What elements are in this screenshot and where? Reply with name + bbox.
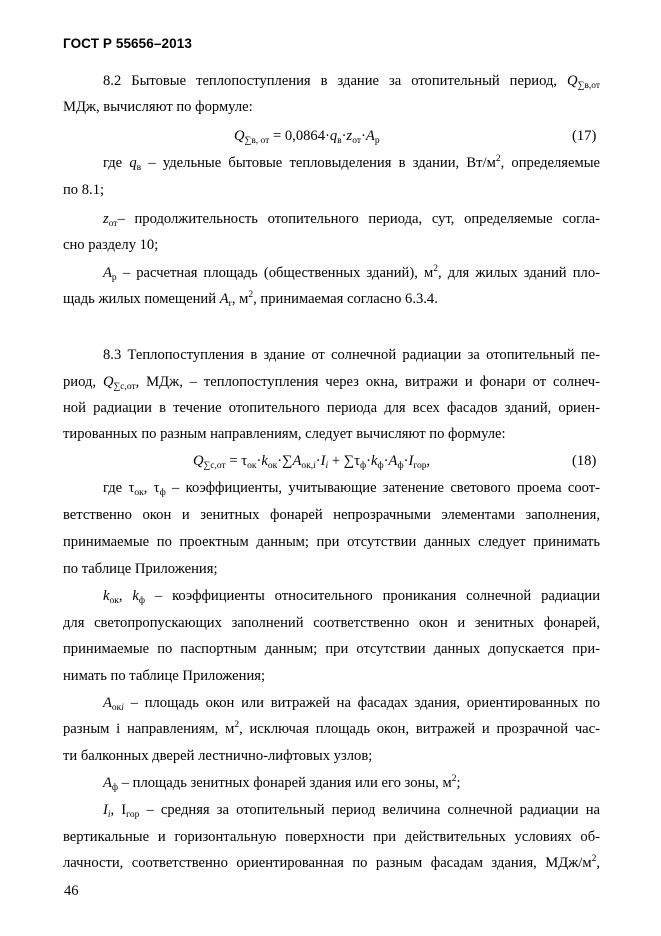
where-aoki-line-3: ти балконных дверей лестнично-лифтовых узлов; — [63, 748, 373, 764]
page-number: 46 — [64, 883, 79, 899]
where-k-line-3: принимаемые по паспортным данным; при отсутствии данных допускается при- — [63, 641, 600, 657]
where-ii-line-3: лачности, соответственно ориентированная по разным фасадам здания, МДж/$м^2$, — [63, 854, 600, 871]
where-tau-line-3: принимаемые по проектным данным; при отсутствии данных следует принимать — [63, 534, 600, 550]
where-ii-line-2: вертикальные и горизонтальную поверхности при действительных условиях об- — [63, 829, 600, 845]
document-header: ГОСТ Р 55656–2013 — [63, 36, 192, 51]
formula-18: $Q_{\sum с,от} = \tau_{ок}\cdot k_{ок}\cdot\sum A_{ок,i}\cdot I_i + \sum\tau_ф\cdot k_ф\cdot A_ф\cdot I_{гор}$, — [193, 453, 431, 471]
where-ap-line: $A_р$ – расчетная площадь (общественных зданий), $м^2$, для жилых зданий пло- — [103, 264, 600, 283]
where-qv-line-2: по 8.1; — [63, 182, 105, 198]
equation-number-17: (17) — [572, 128, 597, 144]
where-qv-line: где $q_в$ – удельные бытовые тепловыделения в здании, $Вт/м^2$, определяемые — [103, 154, 600, 173]
where-k-line-4: нимать по таблице Приложения; — [63, 668, 266, 684]
where-ii-line: $I_i$, $I_{гор}$ – средняя за отопительный период величина солнечной радиации на — [103, 802, 600, 820]
section-8-3-line-3: ной радиации в течение отопительного периода для всех фасадов зданий, ориен- — [63, 400, 600, 416]
where-zot-line-2: сно разделу 10; — [63, 237, 159, 253]
where-zot-line: $z_{от}-$ продолжительность отопительного периода, сут, определяемые согла- — [103, 211, 600, 229]
where-tau-line: где $\tau_{ок}$, $\tau_ф$ – коэффициенты, учитывающие затенение светового проема соот- — [103, 480, 600, 498]
formula-17: $Q_{\sum в, от} = 0,0864\cdot q_в\cdot z_{от}\cdot A_р$ — [234, 128, 380, 146]
section-8-3-line-4: тированных по разным направлениям, следует вычисляют по формуле: — [63, 426, 506, 442]
where-tau-line-4: по таблице Приложения; — [63, 561, 218, 577]
section-8-3-line-2: риод, $Q_{\sum с,от}$, МДж, – теплопоступления через окна, витражи и фонари от солнеч- — [63, 374, 600, 392]
equation-number-18: (18) — [572, 453, 597, 469]
where-ap-line-2: щадь жилых помещений $A_r$, $м^2$, принимаемая согласно 6.3.4. — [63, 290, 438, 309]
where-aoki-line: $A_{окi}$ – площадь окон или витражей на фасадах здания, ориентированных по — [103, 695, 600, 713]
where-k-line: $k_{ок}$, $k_ф$ – коэффициенты относительного проникания солнечной радиации — [103, 588, 601, 606]
section-8-3-line-1: 8.3 Теплопоступления в здание от солнечной радиации за отопительный пе- — [103, 347, 600, 363]
where-aoki-line-2: разным i направлениям, $м^2$, исключая площадь окон, витражей и прозрачной час- — [63, 720, 600, 737]
section-8-2-line-1: 8.2 Бытовые теплопоступления в здание за отопительный период, $Q_{\sum в,от}$ — [103, 73, 600, 91]
where-af-line: $A_ф$ – площадь зенитных фонарей здания или его зоны, $м^2$; — [103, 774, 461, 793]
section-8-2-line-2: МДж, вычисляют по формуле: — [63, 99, 253, 115]
where-tau-line-2: ветственно окон и зенитных фонарей непрозрачными элементами заполнения, — [63, 507, 600, 523]
where-k-line-2: для светопропускающих заполнений соответственно окон и зенитных фонарей, — [63, 615, 600, 631]
